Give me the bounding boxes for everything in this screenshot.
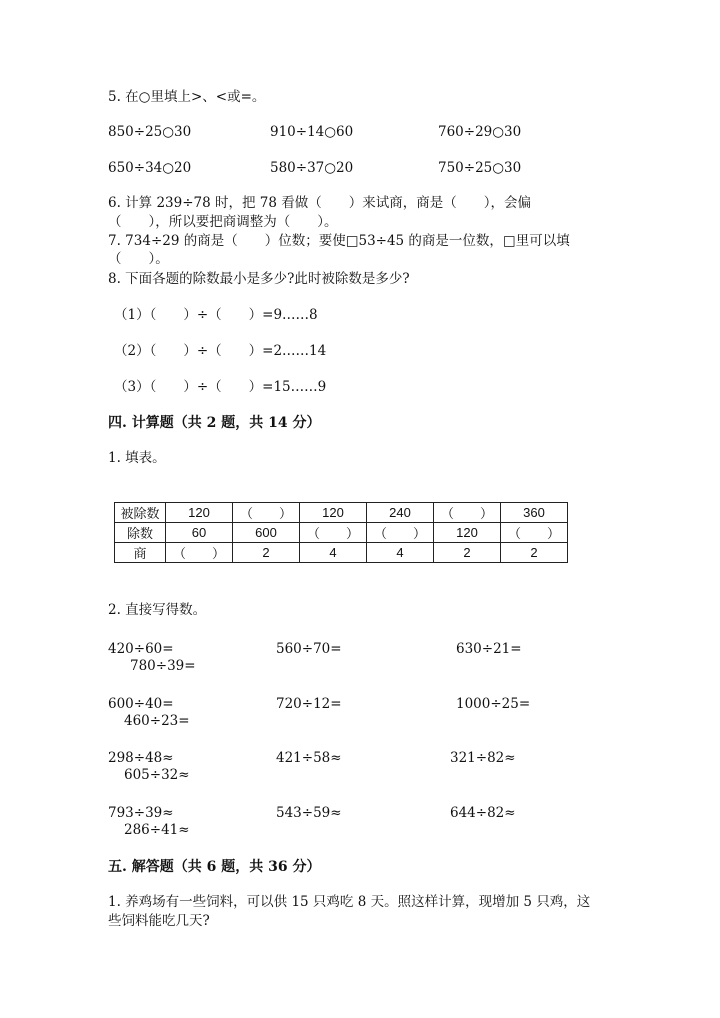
- table-header-divisor: 除数: [115, 523, 166, 543]
- q5-item-4: 650÷34○20: [108, 160, 192, 176]
- q7-line-1: 7. 734÷29 的商是（ ）位数；要使□53÷45 的商是一位数，□里可以填: [108, 233, 570, 249]
- q6-line-2: （ ），所以要把商调整为（ ）。: [108, 214, 338, 230]
- section-5-q1-line-1: 1. 养鸡场有一些饲料，可以供 15 只鸡吃 8 天。照这样计算，现增加 5 只鸡，这: [108, 894, 591, 910]
- table-cell: （ ）: [166, 543, 233, 563]
- table-cell: （ ）: [434, 503, 501, 523]
- q5-title: 5. 在○里填上>、<或=。: [108, 89, 266, 105]
- table-cell: 4: [300, 543, 367, 563]
- calc-item: 600÷40=: [108, 696, 174, 712]
- table-row-divisor: [115, 523, 568, 543]
- table-header-dividend: 被除数: [115, 503, 166, 523]
- q8-title: 8. 下面各题的除数最小是多少?此时被除数是多少?: [108, 271, 410, 287]
- calc-item: 630÷21=: [456, 641, 522, 657]
- section-5-q1-line-2: 些饲料能吃几天?: [108, 913, 210, 929]
- table-cell: 60: [166, 523, 233, 543]
- division-fill-table: [114, 502, 568, 563]
- calc-item: 286÷41≈: [124, 822, 190, 838]
- calc-item: 720÷12=: [276, 696, 342, 712]
- calc-item: 605÷32≈: [124, 767, 190, 783]
- calc-item: 321÷82≈: [450, 750, 516, 766]
- q8-item-3: （3）（ ）÷（ ）=15……9: [114, 379, 327, 395]
- table-cell: 360: [501, 503, 568, 523]
- table-cell: 4: [367, 543, 434, 563]
- q6-line-1: 6. 计算 239÷78 时，把 78 看做（ ）来试商，商是（ ），会偏: [108, 195, 532, 211]
- calc-item: 460÷23=: [124, 713, 190, 729]
- calc-item: 298÷48≈: [108, 750, 174, 766]
- q5-item-2: 910÷14○60: [270, 124, 354, 140]
- calc-item: 1000÷25=: [456, 696, 531, 712]
- q5-item-5: 580÷37○20: [270, 160, 354, 176]
- table-cell: 2: [434, 543, 501, 563]
- table-cell: （ ）: [300, 523, 367, 543]
- q5-item-6: 750÷25○30: [438, 160, 522, 176]
- table-cell: 240: [367, 503, 434, 523]
- table-row-dividend: [115, 503, 568, 523]
- section-4-q1-title: 1. 填表。: [108, 450, 166, 466]
- calc-item: 560÷70=: [276, 641, 342, 657]
- table-cell: 2: [233, 543, 300, 563]
- table-cell: 120: [166, 503, 233, 523]
- table-row-quotient: [115, 543, 568, 563]
- table-cell: 120: [434, 523, 501, 543]
- section-4-q2-title: 2. 直接写得数。: [108, 602, 207, 618]
- q7-line-2: （ ）。: [108, 251, 169, 267]
- q5-item-1: 850÷25○30: [108, 124, 192, 140]
- table-cell: （ ）: [501, 523, 568, 543]
- table-cell: 120: [300, 503, 367, 523]
- calc-item: 780÷39=: [130, 658, 196, 674]
- table-cell: 600: [233, 523, 300, 543]
- calc-item: 421÷58≈: [276, 750, 342, 766]
- calc-item: 543÷59≈: [276, 805, 342, 821]
- calc-item: 644÷82≈: [450, 805, 516, 821]
- q8-item-2: （2）（ ）÷（ ）=2……14: [114, 343, 327, 359]
- table-cell: （ ）: [367, 523, 434, 543]
- section-5-title: 五. 解答题（共 6 题，共 36 分）: [108, 859, 321, 875]
- table-header-quotient: 商: [115, 543, 166, 563]
- calc-item: 793÷39≈: [108, 805, 174, 821]
- section-4-title: 四. 计算题（共 2 题，共 14 分）: [108, 415, 321, 431]
- table-cell: 2: [501, 543, 568, 563]
- table-cell: （ ）: [233, 503, 300, 523]
- q8-item-1: （1）（ ）÷（ ）=9……8: [114, 307, 318, 323]
- calc-item: 420÷60=: [108, 641, 174, 657]
- q5-item-3: 760÷29○30: [438, 124, 522, 140]
